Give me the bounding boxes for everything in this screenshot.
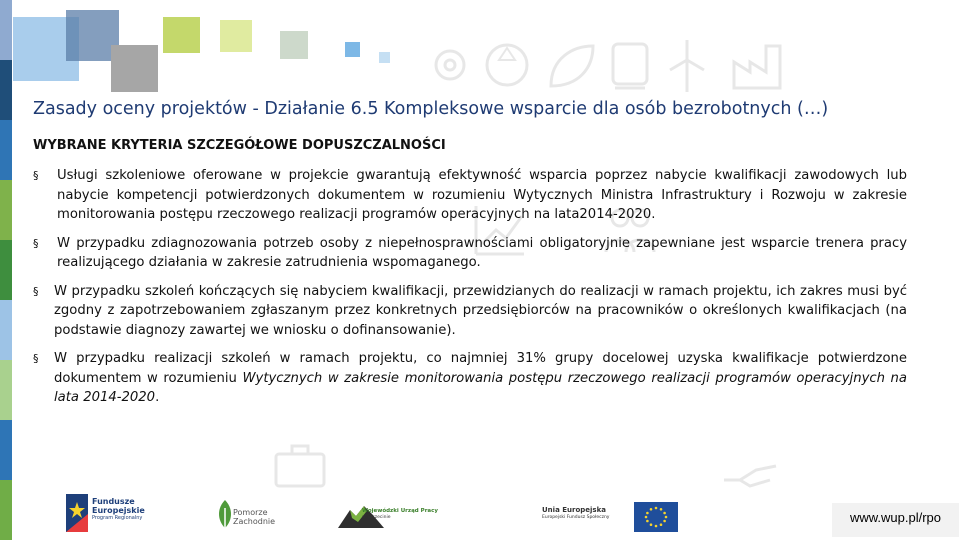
list-item (33, 234, 907, 273)
briefcase-icon (270, 440, 330, 490)
list-item (33, 166, 907, 225)
deco-square (379, 52, 390, 63)
windmill-icon (660, 38, 714, 94)
bullet-mark: § (33, 236, 39, 250)
deco-square (163, 17, 200, 53)
guideline-title: Wytycznych w zakresie monitorowania postępu rzeczowego realizacji programów operacyjnych na lata 2014-2020 (54, 370, 907, 405)
bullet-mark: § (33, 352, 39, 365)
bullet-mark: § (33, 169, 39, 182)
list-item-text: W przypadku szkoleń kończących się nabyciem kwalifikacji, przewidzianych do realizacji w ramach projektu, ich zakres musi być zgodny z zapotrzebowaniem zgłaszanym przez konkretnych przedsiębiorców na pracowników o określonych kwalifikacjach (na podstawie diagnozy zawartej we wniosku o dofinansowanie). (54, 283, 907, 338)
deco-square (220, 20, 252, 52)
criteria-list (33, 166, 907, 417)
eu-flag-icon (634, 502, 678, 532)
logo-wup-szczecin: Wojewódzki Urząd Pracy w Szczecinie (336, 500, 481, 534)
factory-icon (730, 38, 790, 94)
recycle-icon (480, 38, 534, 92)
list-item-text: W przypadku realizacji szkoleń w ramach projektu, co najmniej 31% grupy docelowej uzyska kwalifikacje potwierdzone dokumentem w rozumieniu Wytycznych w zakresie monitorowania postępu rzeczowego realizacji programów operacyjnych na lata 2014-2020. (54, 351, 907, 405)
tram-icon (605, 38, 655, 94)
logo-fundusze-europejskie: Fundusze Europejskie Program Regionalny (66, 494, 156, 534)
deco-square (280, 31, 308, 59)
list-item (33, 349, 907, 408)
section-heading: WYBRANE KRYTERIA SZCZEGÓŁOWE DOPUSZCZALNOŚCI (33, 138, 446, 153)
list-item (33, 282, 907, 341)
gear-icon (425, 40, 475, 90)
deco-square (345, 42, 360, 57)
pomorze-leaf-icon (215, 498, 235, 530)
hand-icon (720, 440, 780, 490)
slide-title: Zasady oceny projektów - Działanie 6.5 Kompleksowe wsparcie dla osób bezrobotnych (…) (33, 99, 829, 119)
website-link[interactable]: www.wup.pl/rpo (832, 503, 959, 537)
logo-unia-europejska: Unia Europejska Europejski Fundusz Społeczny (542, 500, 682, 534)
list-item-text: Usługi szkoleniowe oferowane w projekcie gwarantują efektywność wsparcia poprzez nabycie kwalifikacji zawodowych lub nabycie kompetencji potwierdzonych dokumentem w rozumieniu Wytycznych Ministra Infrastruktury i Rozwoju w zakresie monitorowania postępu rzeczowego realizacji programów operacyjnych na lata2014-2020. (57, 168, 907, 222)
left-color-stripe (0, 0, 12, 540)
bullet-mark: § (33, 284, 39, 298)
logo-pomorze-zachodnie: Pomorze Zachodnie (215, 498, 285, 532)
list-item-text: W przypadku zdiagnozowania potrzeb osoby z niepełnosprawnościami obligatoryjnie zapewniane jest wsparcie trenera pracy realizującego działania w zakresie zatrudnienia wspomaganego. (57, 235, 907, 270)
fundusze-europejskie-emblem-icon (66, 494, 88, 532)
deco-square (111, 45, 158, 92)
leaf-icon (543, 38, 599, 94)
